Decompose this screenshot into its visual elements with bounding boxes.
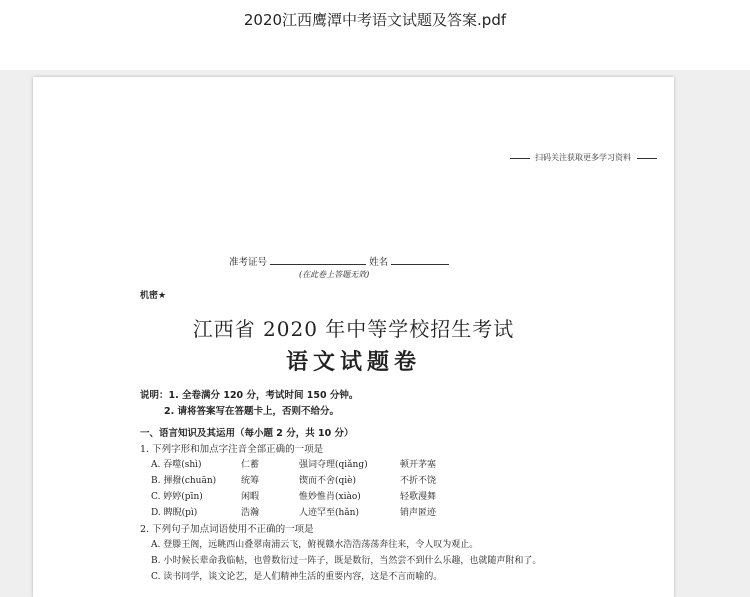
q1-option-b-col3: 锲而不舍(qiè)	[299, 476, 356, 486]
q1-option-b-col2: 统筹	[241, 476, 260, 486]
q2-option-b: B. 小时候长辈命我临帖，也曾数衍过一阵子，既是数衍，当然尝不到什么乐趣，也就随声附和了。	[151, 556, 542, 566]
exam-id-label: 准考证号	[229, 257, 268, 268]
header-rule-left	[510, 158, 530, 159]
viewer-toolbar	[0, 0, 750, 70]
document-title: 2020江西鹰潭中考语文试题及答案.pdf	[243, 11, 507, 29]
q1-option-c-col3: 惟妙惟肖(xiào)	[299, 492, 361, 502]
notes-label: 说明：1. 全卷满分 120 分，考试时间 150 分钟。	[140, 390, 359, 401]
q1-option-d-col4: 销声匿迹	[400, 508, 437, 518]
name-label: 姓名	[369, 257, 389, 268]
q1-option-b-col1: B. 揮撥(chuān)	[151, 476, 217, 486]
q1-option-a-col1: A. 吞噬(shì)	[151, 460, 202, 470]
q1-option-d-col2: 浩瀚	[241, 508, 260, 518]
header-rule-right	[637, 158, 657, 159]
question-1-stem: 1. 下列字形和加点字注音全部正确的一项是	[140, 444, 324, 455]
q1-option-a-col2: 仁蓄	[241, 460, 260, 470]
header-note: 扫码关注获取更多学习资料	[535, 153, 631, 162]
name-blank	[391, 254, 449, 265]
q2-option-a: A. 登滕王阁，远眺西山叠翠南浦云飞，俯视赣水浩浩荡荡奔往来，令人叹为观止。	[151, 540, 479, 550]
q1-option-b-col4: 不折不饶	[400, 476, 437, 486]
q2-option-c: C. 读书同学，谈文论艺，是人们精神生活的重要内容，这是不言而喻的。	[151, 572, 443, 582]
q1-option-c-col4: 轻歌漫舞	[400, 492, 437, 502]
q1-option-a-col4: 顿开茅塞	[400, 460, 437, 470]
pdf-page[interactable]	[33, 77, 674, 597]
q1-option-c-col2: 闲暇	[241, 492, 260, 502]
notes-item-2: 2. 请将答案写在答题卡上，否则不给分。	[164, 406, 340, 417]
exam-id-blank	[270, 254, 366, 265]
candidate-line	[229, 254, 449, 268]
invalid-note: (在此卷上答题无效)	[299, 270, 370, 279]
section-heading: 一、语言知识及其运用（每小题 2 分，共 10 分）	[140, 428, 354, 439]
q1-option-d-col1: D. 睥睨(pì)	[151, 508, 198, 518]
exam-title: 江西省 2020 年中等学校招生考试	[192, 317, 515, 341]
secret-mark: 机密★	[140, 291, 167, 301]
paper-title: 语文试题卷	[285, 349, 421, 375]
q1-option-d-col3: 人迹罕至(hǎn)	[299, 508, 359, 518]
question-2-stem: 2. 下列句子加点词语使用不正确的一项是	[140, 524, 314, 535]
q1-option-a-col3: 强词夺理(qiǎng)	[299, 460, 368, 470]
q1-option-c-col1: C. 婷婷(pīn)	[151, 492, 203, 502]
